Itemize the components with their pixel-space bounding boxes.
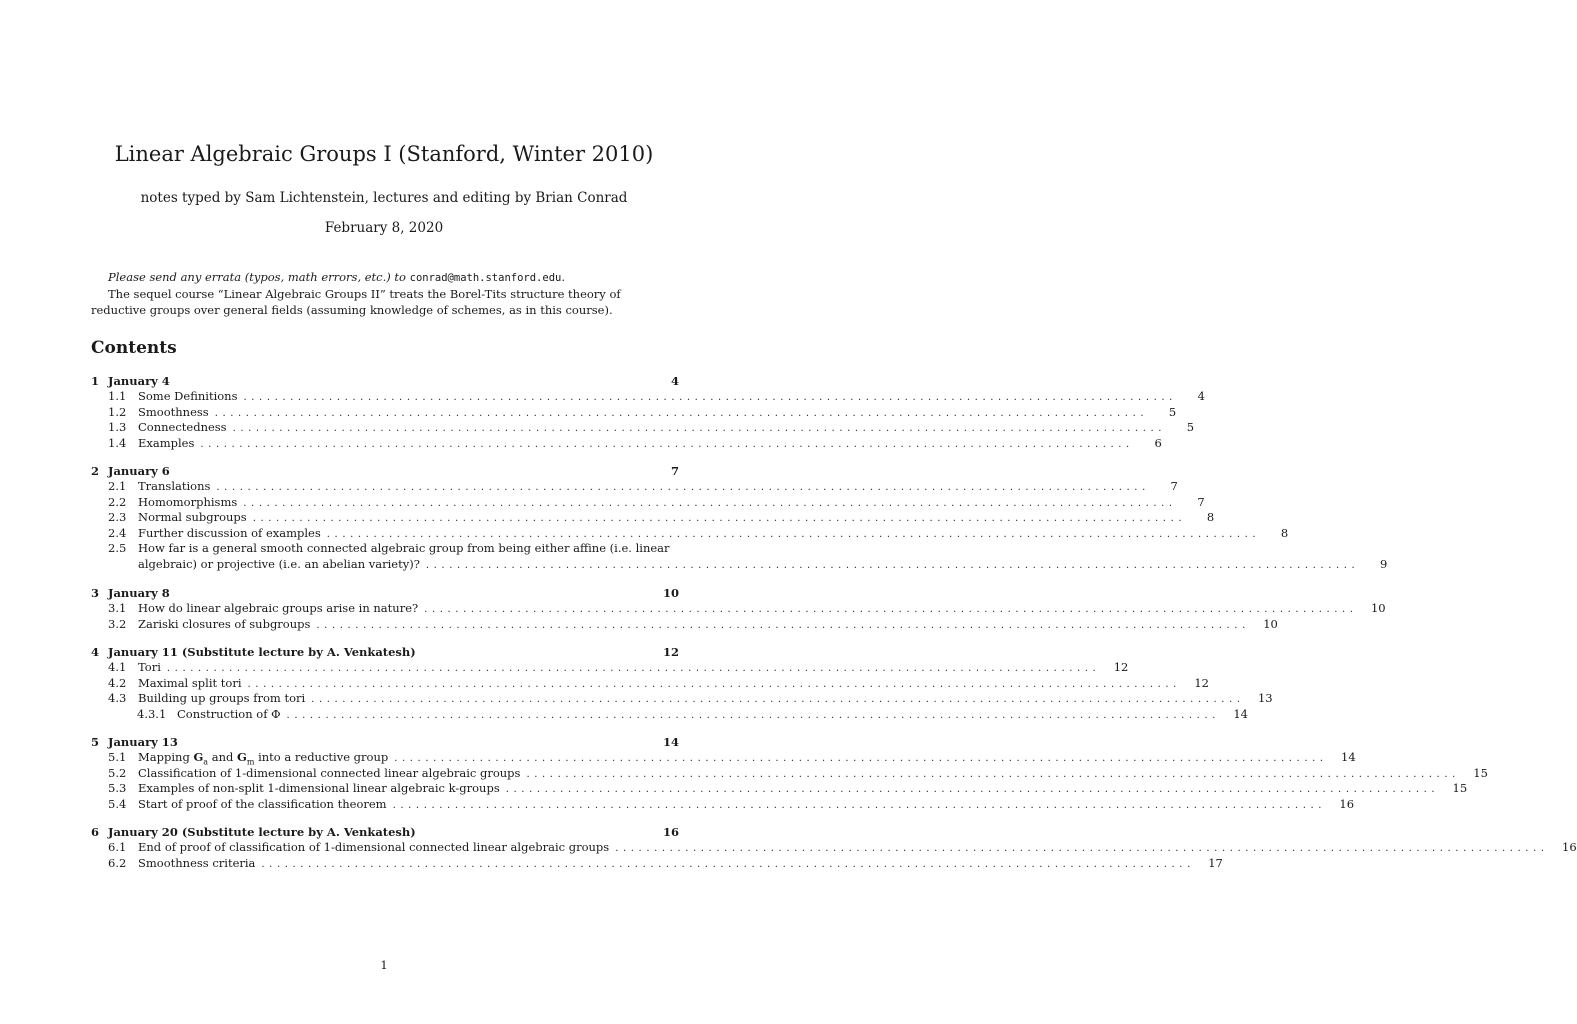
toc-entry-4-1[interactable]: 4.1 Tori ........................................................................................................................ 12: [91, 660, 679, 676]
errata-text: Please send any errata (typos, math errors, etc.) to: [108, 270, 406, 284]
toc-entry-5-2[interactable]: 5.2 Classification of 1-dimensional connected linear algebraic groups ........................................................................................................................ 15: [91, 766, 679, 782]
dot-leader: ........................................................................................................................: [243, 497, 1177, 509]
toc-entry-2-2[interactable]: 2.2 Homomorphisms ........................................................................................................................ 7: [91, 495, 679, 511]
dot-leader: ........................................................................................................................: [243, 392, 1177, 403]
toc-entry-5-1[interactable]: 5.1 Mapping $G_a$ and $G_m$ into a reductive group ........................................................................................................................ 14: [91, 750, 679, 766]
dot-leader: ........................................................................................................................: [326, 528, 1261, 540]
dot-leader: ........................................................................................................................: [247, 678, 1181, 690]
toc-entry-1-3[interactable]: 1.3 Connectedness ........................................................................................................................ 5: [91, 420, 679, 436]
toc-entry-4-2[interactable]: 4.2 Maximal split tori ........................................................................................................................ 12: [91, 676, 679, 692]
document-title: Linear Algebraic Groups I (Stanford, Winter 2010): [114, 142, 654, 166]
toc-entry-1-4[interactable]: 1.4 Examples ........................................................................................................................ 6: [91, 436, 679, 452]
dot-leader: ........................................................................................................................: [252, 513, 1187, 524]
toc-entry-6-2[interactable]: 6.2 Smoothness criteria ........................................................................................................................ 17: [91, 856, 679, 872]
toc-entry-2-5[interactable]: 2.5 How far is a general smooth connected algebraic group from being either affine (i.e. linear algebraic) or projective (i.e. an abelian variety)? ........................................................................................................................ 9: [91, 541, 679, 573]
authors-line: notes typed by Sam Lichtenstein, lectures and editing by Brian Conrad: [140, 190, 628, 206]
dot-leader: ........................................................................................................................: [311, 694, 1245, 705]
toc-section-4[interactable]: 4 January 11 (Substitute lecture by A. Venkatesh) 12: [91, 645, 679, 659]
dot-leader: ........................................................................................................................: [425, 559, 1360, 571]
toc-entry-2-4[interactable]: 2.4 Further discussion of examples ........................................................................................................................ 8: [91, 526, 679, 542]
dot-leader: ........................................................................................................................: [394, 753, 1328, 764]
dot-leader: ........................................................................................................................: [200, 438, 1134, 450]
toc-entry-6-1[interactable]: 6.1 End of proof of classification of 1-dimensional connected linear algebraic groups ........................................................................................................................ 16: [91, 840, 679, 856]
errata-paragraph: Please send any errata (typos, math errors, etc.) to conrad@math.stanford.edu.: [108, 270, 565, 284]
dot-leader: ........................................................................................................................: [232, 423, 1167, 434]
toc-entry-5-4[interactable]: 5.4 Start of proof of the classification theorem ........................................................................................................................ 16: [91, 797, 679, 813]
sequel-paragraph: The sequel course “Linear Algebraic Groups II” treats the Borel-Tits structure theory of reductive groups over general fields (assuming knowledge of schemes, as in this course).: [91, 287, 621, 317]
dot-leader: ........................................................................................................................: [261, 858, 1195, 870]
dot-leader: ........................................................................................................................: [424, 604, 1358, 615]
contents-heading: Contents: [91, 338, 177, 358]
page-number: 1: [380, 958, 388, 972]
dot-leader: ........................................................................................................................: [214, 407, 1149, 419]
toc-section-1[interactable]: 1 January 4 4: [91, 374, 679, 388]
toc-entry-5-1-title: Mapping $G_a$ and $G_m$ into a reductive group: [138, 750, 389, 767]
dot-leader: ........................................................................................................................: [505, 784, 1440, 795]
toc-entry-5-3[interactable]: 5.3 Examples of non-split 1-dimensional linear algebraic k-groups ........................................................................................................................ 15: [91, 781, 679, 797]
table-of-contents: [91, 373, 1577, 871]
toc-entry-3-1[interactable]: 3.1 How do linear algebraic groups arise in nature? ........................................................................................................................ 10: [91, 601, 679, 617]
dot-leader: ........................................................................................................................: [166, 663, 1101, 674]
toc-entry-1-2[interactable]: 1.2 Smoothness ........................................................................................................................ 5: [91, 405, 679, 421]
dot-leader: ........................................................................................................................: [216, 482, 1150, 493]
dot-leader: ........................................................................................................................: [526, 768, 1460, 780]
toc-section-2[interactable]: 2 January 6 7: [91, 464, 679, 478]
dot-leader: ........................................................................................................................: [286, 709, 1220, 721]
dot-leader: ........................................................................................................................: [615, 843, 1549, 854]
dot-leader: ........................................................................................................................: [316, 619, 1250, 631]
toc-entry-1-1[interactable]: 1.1 Some Definitions ........................................................................................................................ 4: [91, 389, 679, 405]
toc-entry-3-2[interactable]: 3.2 Zariski closures of subgroups ........................................................................................................................ 10: [91, 617, 679, 633]
toc-entry-4-3[interactable]: 4.3 Building up groups from tori ........................................................................................................................ 13: [91, 691, 679, 707]
abstract: [91, 269, 679, 318]
errata-email: conrad@math.stanford.edu: [409, 272, 562, 284]
toc-section-5[interactable]: 5 January 13 14: [91, 735, 679, 749]
dot-leader: ........................................................................................................................: [392, 799, 1327, 811]
document-date: February 8, 2020: [324, 220, 444, 236]
toc-entry-2-1[interactable]: 2.1 Translations ........................................................................................................................ 7: [91, 479, 679, 495]
toc-entry-4-3-1[interactable]: 4.3.1 Construction of Φ ........................................................................................................................ 14: [91, 707, 679, 723]
toc-section-6[interactable]: 6 January 20 (Substitute lecture by A. Venkatesh) 16: [91, 825, 679, 839]
toc-entry-2-3[interactable]: 2.3 Normal subgroups ........................................................................................................................ 8: [91, 510, 679, 526]
toc-section-3[interactable]: 3 January 8 10: [91, 586, 679, 600]
